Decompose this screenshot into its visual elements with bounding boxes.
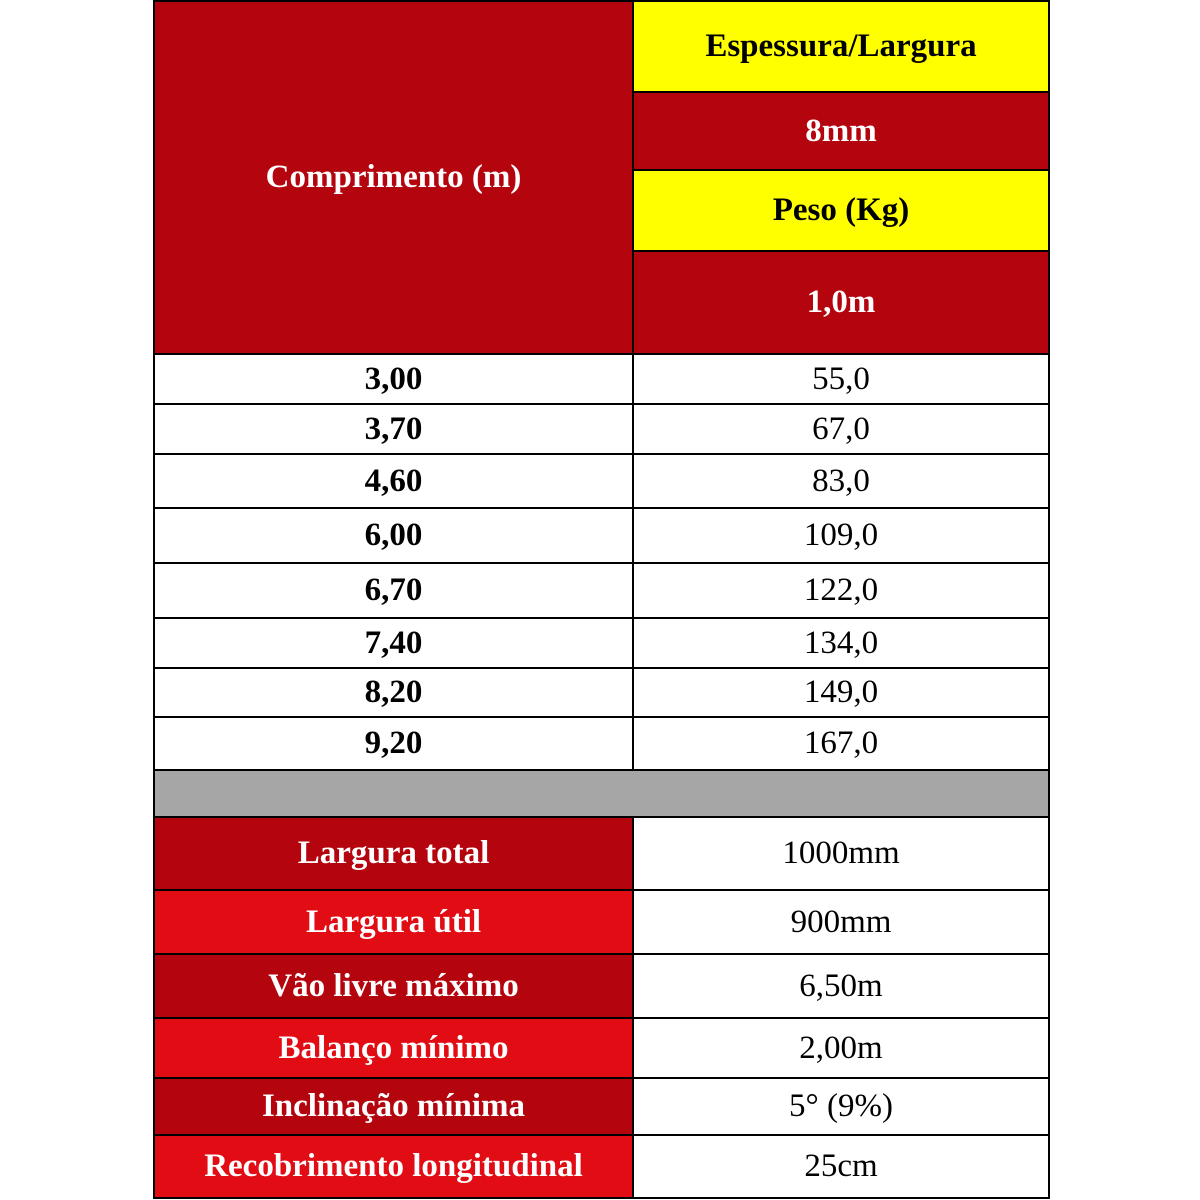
product-spec-table [153,0,1050,1199]
spec-value-longitudinal-overlap: 25cm [634,1136,1048,1197]
width-value-header: 1,0m [634,252,1048,353]
spec-label-min-overhang: Balanço mínimo [155,1019,632,1077]
table-row-weight: 134,0 [634,619,1048,667]
thickness-width-header: Espessura/Largura [634,2,1048,91]
spec-label-max-span: Vão livre máximo [155,955,632,1017]
weight-header: Peso (Kg) [634,171,1048,250]
table-row-length: 3,70 [155,405,632,453]
table-row-length: 4,60 [155,455,632,507]
table-row-weight: 67,0 [634,405,1048,453]
table-row-length: 3,00 [155,355,632,403]
table-row-weight: 167,0 [634,718,1048,769]
spec-value-total-width: 1000mm [634,818,1048,889]
length-header: Comprimento (m) [155,2,632,353]
table-row-weight: 122,0 [634,564,1048,617]
section-separator [155,771,1048,816]
spec-value-min-overhang: 2,00m [634,1019,1048,1077]
spec-value-useful-width: 900mm [634,891,1048,953]
spec-label-useful-width: Largura útil [155,891,632,953]
table-row-length: 6,00 [155,509,632,562]
table-row-length: 7,40 [155,619,632,667]
table-row-weight: 83,0 [634,455,1048,507]
spec-value-min-slope: 5° (9%) [634,1079,1048,1134]
table-row-length: 8,20 [155,669,632,716]
table-row-weight: 55,0 [634,355,1048,403]
table-row-weight: 149,0 [634,669,1048,716]
spec-label-longitudinal-overlap: Recobrimento longitudinal [155,1136,632,1197]
table-row-weight: 109,0 [634,509,1048,562]
table-row-length: 9,20 [155,718,632,769]
spec-label-total-width: Largura total [155,818,632,889]
thickness-value-header: 8mm [634,93,1048,169]
spec-value-max-span: 6,50m [634,955,1048,1017]
table-row-length: 6,70 [155,564,632,617]
spec-label-min-slope: Inclinação mínima [155,1079,632,1134]
